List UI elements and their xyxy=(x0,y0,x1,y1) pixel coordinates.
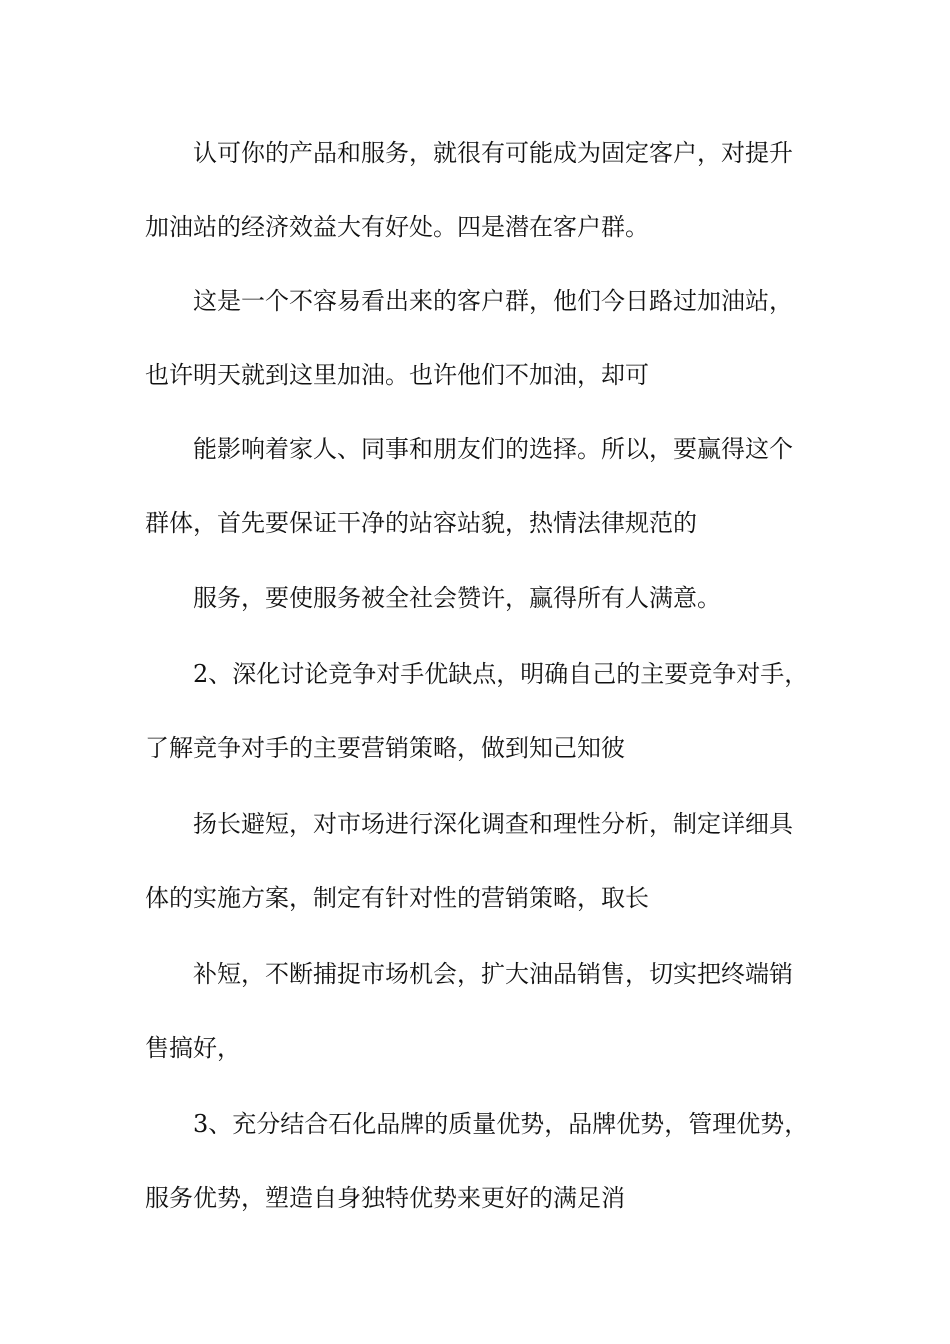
text-line: 能影响着家人、同事和朋友们的选择。所以，要赢得这个 xyxy=(193,435,793,463)
text-line: 售搞好， xyxy=(145,1034,241,1062)
text-line: 群体，首先要保证干净的站容站貌，热情法律规范的 xyxy=(145,509,697,537)
text-line: 认可你的产品和服务，就很有可能成为固定客户，对提升 xyxy=(193,139,793,167)
text-line: 服务，要使服务被全社会赞许，赢得所有人满意。 xyxy=(193,584,721,612)
text-line: 体的实施方案，制定有针对性的营销策略，取长 xyxy=(145,884,649,912)
text-line: 补短，不断捕捉市场机会，扩大油品销售，切实把终端销 xyxy=(193,960,793,988)
text-line: 这是一个不容易看出来的客户群，他们今日路过加油站， xyxy=(193,287,793,315)
text-line: 3、充分结合石化品牌的质量优势，品牌优势，管理优势， xyxy=(193,1110,809,1138)
text-line: 也许明天就到这里加油。也许他们不加油，却可 xyxy=(145,361,649,389)
text-line: 扬长避短，对市场进行深化调查和理性分析，制定详细具 xyxy=(193,810,793,838)
text-line: 2、深化讨论竞争对手优缺点，明确自己的主要竞争对手， xyxy=(193,660,809,688)
text-line: 服务优势，塑造自身独特优势来更好的满足消 xyxy=(145,1184,625,1212)
text-line: 了解竞争对手的主要营销策略，做到知己知彼 xyxy=(145,734,625,762)
text-line: 加油站的经济效益大有好处。四是潜在客户群。 xyxy=(145,213,649,241)
